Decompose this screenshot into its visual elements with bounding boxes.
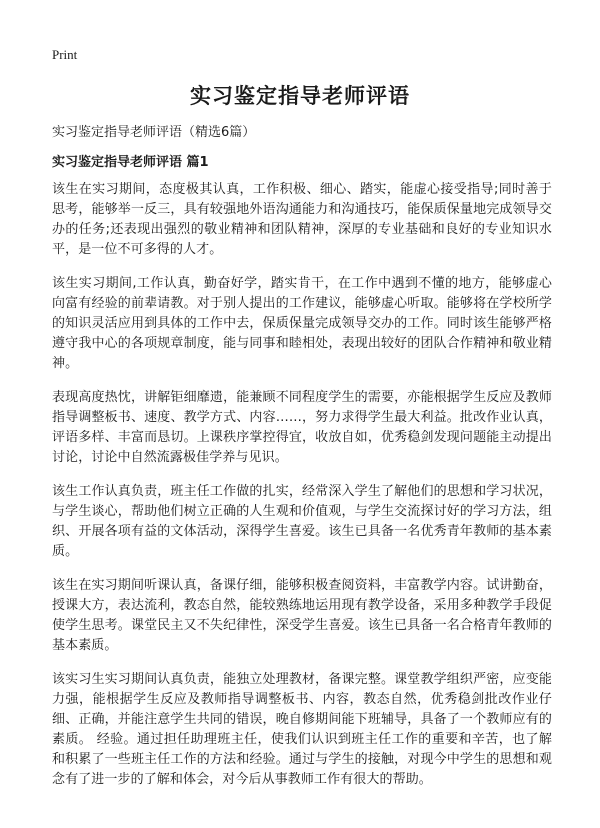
paragraph-1: 该生在实习期间，态度极其认真，工作积极、细心、踏实，能虚心接受指导;同时善于思考，能够举一反三，具有较强地外语沟通能力和沟通技巧，能保质保量地完成领导交办的任务;还表现出强烈的敬业精神和团队精神，深厚的专业基础和良好的专业知识水平，是一位不可多得的人才。 <box>52 182 552 257</box>
document-body <box>52 180 552 804</box>
paragraph-6: 该实习生实习期间认真负责，能独立处理教材，备课完整。课堂教学组织严密，应变能力强，能根据学生反应及教师指导调整板书、内容，教态自然，优秀稳剑批改作业仔细、正确，并能注意学生共同的错误，晚自修期间能下班辅导，具备了一个教师应有的素质。 经验。通过担任助理班主任，使我们认识到班主任工作的重要和辛苦，也了解和积累了一些班主任工作的方法和经验。通过与学生的接触，对现今中学生的思想和观念有了进一步的了解和体会，对今后从事教师工作有很大的帮助。 <box>52 672 552 787</box>
section-heading: 实习鉴定指导老师评语 篇1 <box>52 155 209 170</box>
paragraph-4: 该生工作认真负责，班主任工作做的扎实，经常深入学生了解他们的思想和学习状况，与学生谈心，帮助他们树立正确的人生观和价值观，与学生交流探讨好的学习方法，组织、开展各项有益的文体活动，深得学生喜爱。该生已具备一名优秀青年教师的基本素质。 <box>52 484 552 559</box>
paragraph-2: 该生实习期间,工作认真，勤奋好学，踏实肯干，在工作中遇到不懂的地方，能够虚心向富有经验的前辈请教。对于别人提出的工作建议，能够虚心听取。能够将在学校所学的知识灵活应用到具体的工作中去，保质保量完成领导交办的工作。同时该生能够严格遵守我中心的各项规章制度，能与同事和睦相处，表现出较好的团队合作精神和敬业精神。 <box>52 276 552 371</box>
paragraph-5: 该生在实习期间听课认真，备课仔细，能够积极查阅资料，丰富教学内容。试讲勤奋，授课大方，表达流利，教态自然，能较熟练地运用现有教学设备，采用多种教学手段促使学生思考。课堂民主又不失纪律性，深受学生喜爱。该生已具备一名合格青年教师的基本素质。 <box>52 578 552 653</box>
document-subtitle: 实习鉴定指导老师评语（精选6篇） <box>52 125 256 140</box>
paragraph-3: 表现高度热忱，讲解钜细靡遗，能兼顾不同程度学生的需要，亦能根据学生反应及教师指导调整板书、速度、教学方式、内容……，努力求得学生最大利益。批改作业认真，评语多样、丰富而恳切。上课秩序掌控得宜，收放自如，优秀稳剑发现问题能主动提出讨论，讨论中自然流露极佳学养与见识。 <box>52 390 552 465</box>
print-link[interactable]: Print <box>52 47 78 62</box>
page-title: 实习鉴定指导老师评语 <box>190 84 410 108</box>
